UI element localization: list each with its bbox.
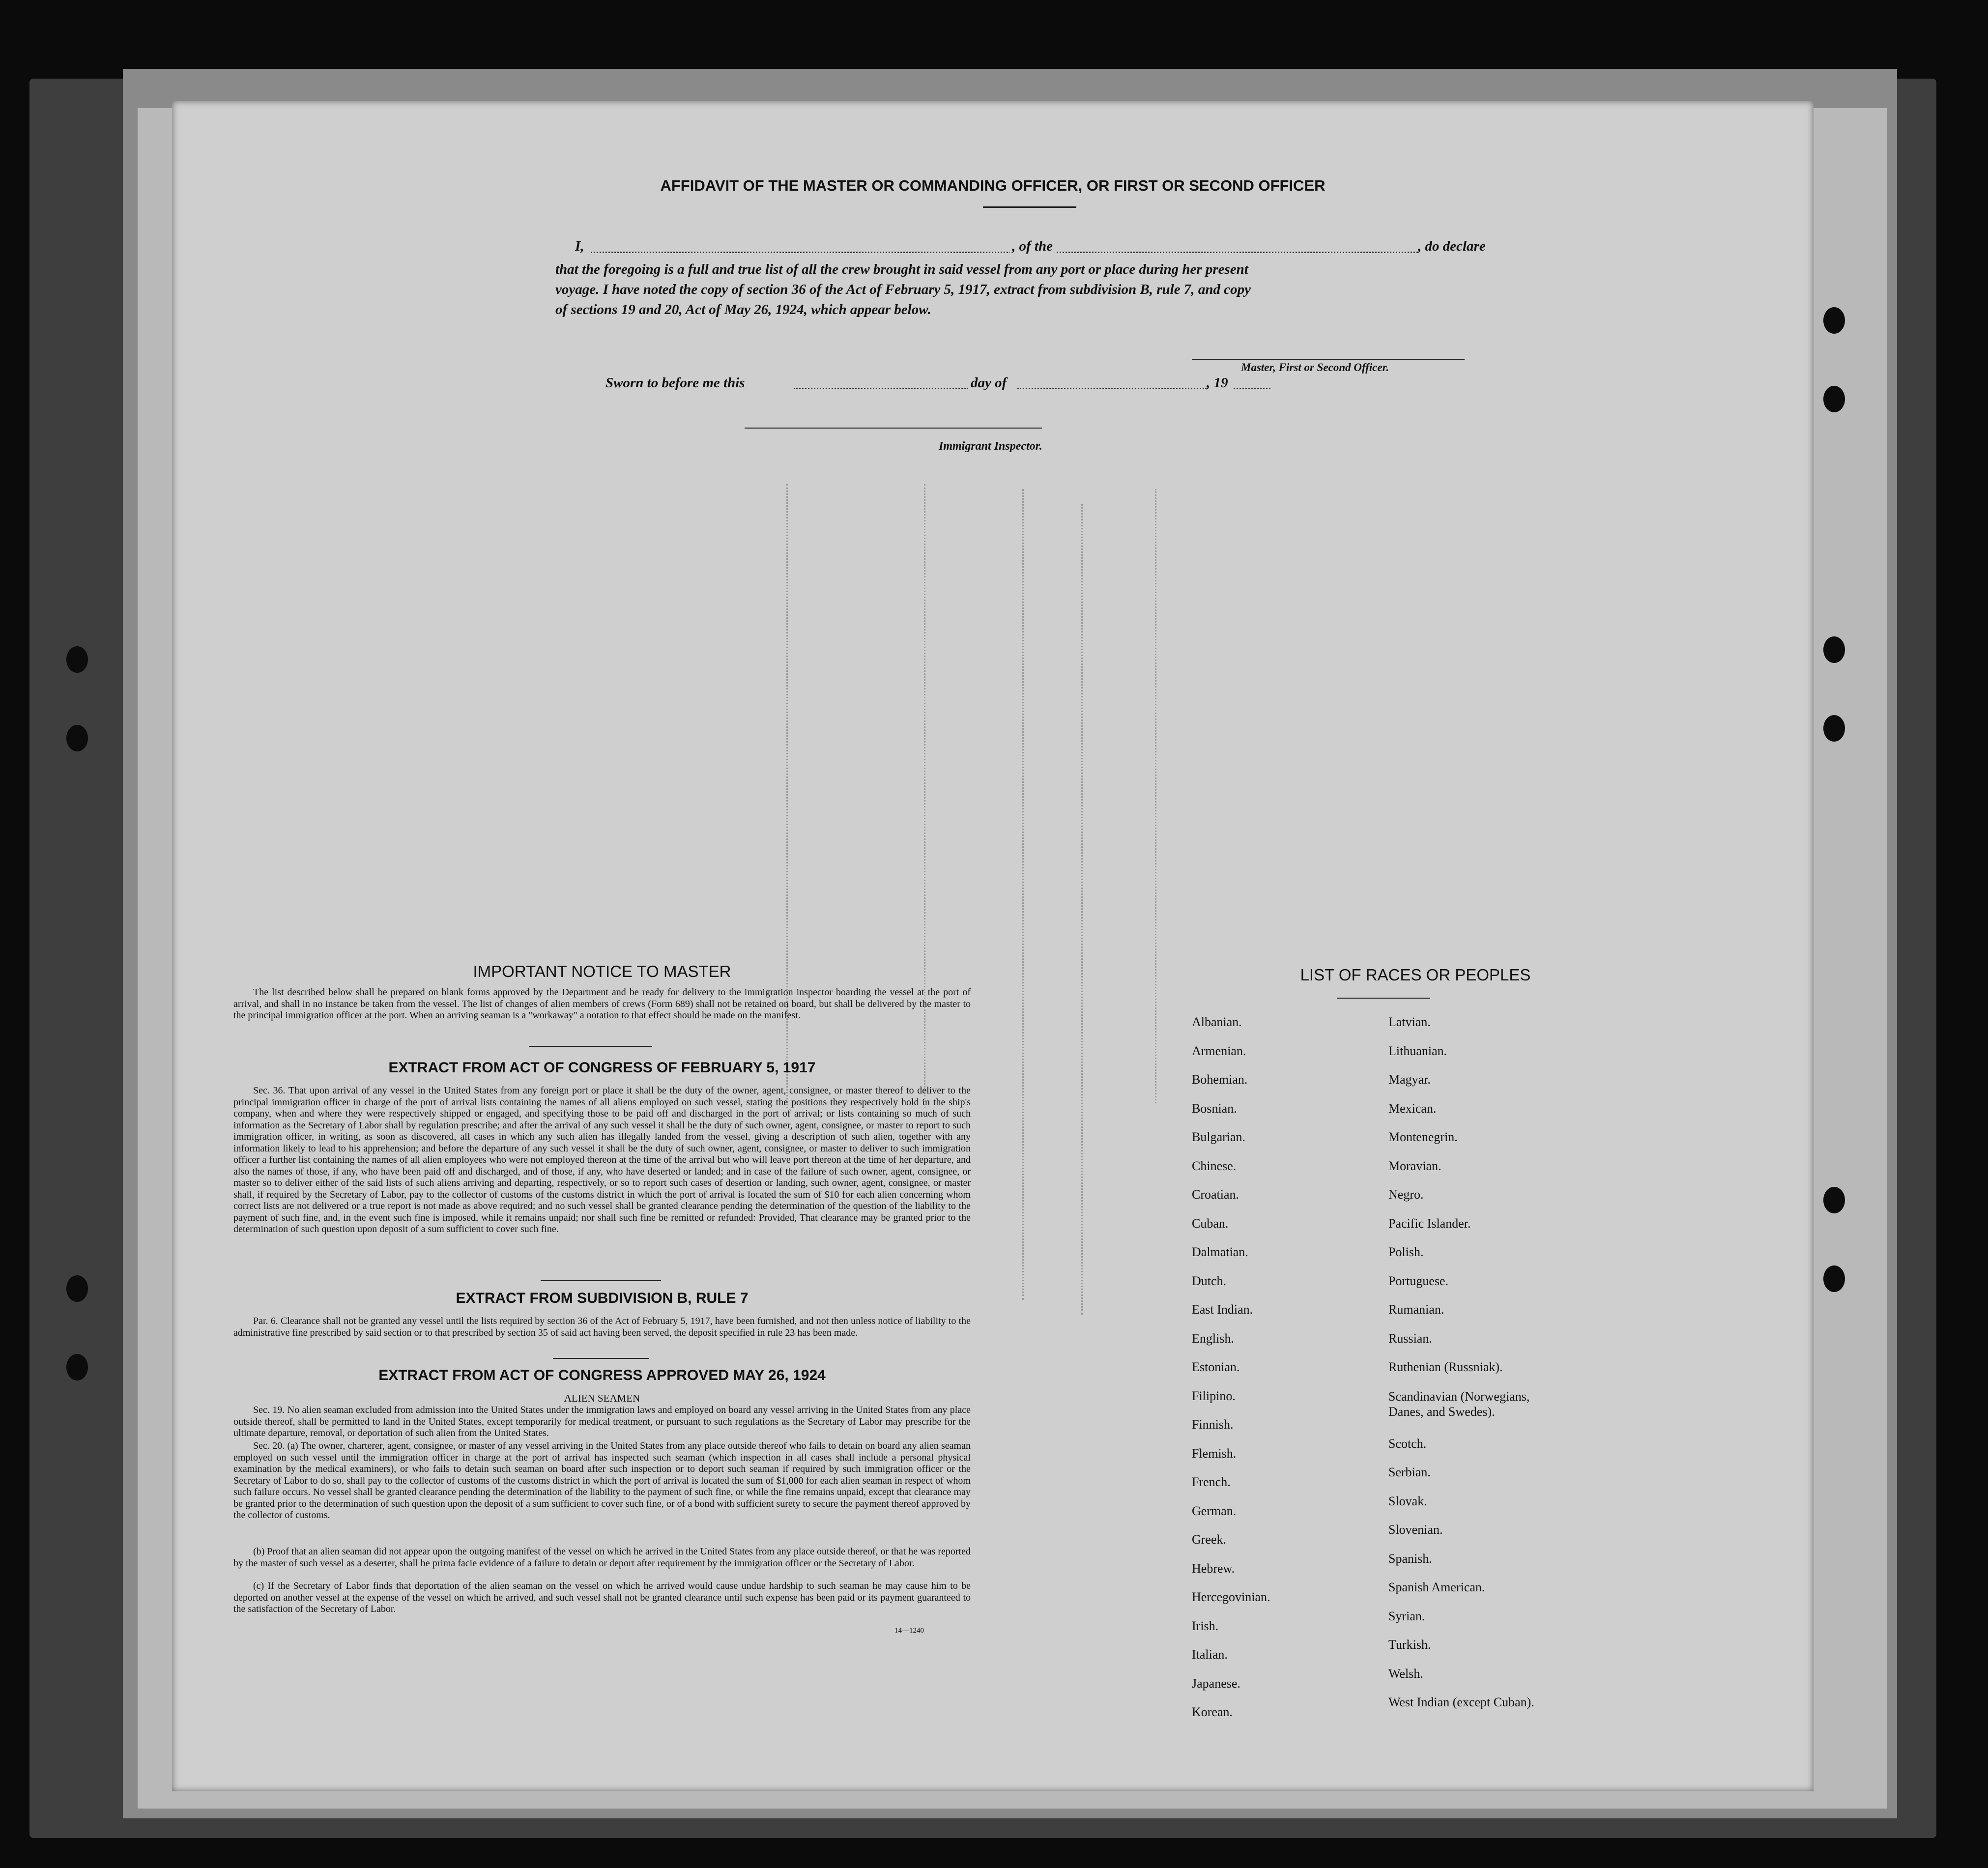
race-item: German. [1192,1503,1237,1518]
affidavit-i-label: I, [575,238,584,254]
affidavit-line-1: that the foregoing is a full and true list of all the crew brought in said vessel from any port or place during her present [555,261,1248,277]
race-item: Welsh. [1388,1666,1423,1681]
faint-column-line [1022,489,1024,1300]
race-item: Turkish. [1388,1638,1431,1652]
race-item: Spanish American. [1388,1580,1485,1594]
race-item: Mexican. [1388,1101,1437,1116]
faint-column-line [1081,504,1083,1315]
race-item: Japanese. [1192,1676,1240,1691]
race-item: Italian. [1192,1647,1228,1662]
rule7-title: EXTRACT FROM SUBDIVISION B, RULE 7 [456,1290,749,1306]
race-item: Syrian. [1388,1609,1425,1623]
race-item: Ruthenian (Russniak). [1388,1360,1503,1374]
notice-title: IMPORTANT NOTICE TO MASTER [473,962,731,980]
form-number: 14—1240 [894,1627,924,1635]
race-item: Dalmatian. [1192,1245,1248,1259]
races-title: LIST OF RACES OR PEOPLES [1300,966,1531,984]
race-item: English. [1192,1331,1234,1346]
left-punch-hole [66,646,88,673]
sec20a-text: Sec. 20. (a) The owner, charterer, agent, consignee, or master of any vessel arriving in the United States from any place outside thereof who fails to detain on board any alien seaman employed on such vessel until the immigration officer in charge at the port of arrival has inspected such seaman (which inspection in all cases shall include a personal physical examination by the medical examiners), or who fails to detain such seaman on board after such inspection or to deport such seaman if required by such immigration officer or the Secretary of Labor to do so, shall pay to the collector of customs of the customs district in which the port of arrival is located the sum of $1,000 for each alien seaman in respect of whom such failure occurs. No vessel shall be granted clearance pending the determination of the liability to the payment of such fine, or while the fine remains unpaid, except that clearance may be granted prior to the determination of such question upon the deposit of a sum sufficient to cover such fine, or of a bond with sufficient surety to secure the payment thereof approved by the collector of customs. [233,1440,971,1521]
affidavit-line-3: of sections 19 and 20, Act of May 26, 1924, which appear below. [555,302,931,317]
extract-1917-title: EXTRACT FROM ACT OF CONGRESS OF FEBRUARY 5, 1917 [388,1060,816,1076]
races-column-1 [1192,1015,1379,1734]
race-item: Armenian. [1192,1043,1246,1058]
left-punch-hole [66,725,88,751]
master-signature-line [1192,359,1465,360]
race-item: Hercegovinian. [1192,1590,1270,1604]
race-item: Montenegrin. [1388,1130,1458,1144]
race-item: Slovak. [1388,1494,1427,1508]
right-punch-hole [1823,1265,1845,1292]
race-item: Bulgarian. [1192,1130,1246,1144]
race-item: Hebrew. [1192,1561,1235,1576]
race-item: Rumanian. [1388,1302,1444,1317]
race-item: French. [1192,1475,1231,1489]
race-item: Cuban. [1192,1216,1229,1231]
race-item: Albanian. [1192,1015,1242,1029]
day-blank [794,388,968,389]
race-item: Portuguese. [1388,1273,1449,1288]
race-item: Bohemian. [1192,1072,1248,1087]
right-punch-hole [1823,1187,1845,1213]
sec20b-text: (b) Proof that an alien seaman did not appear upon the outgoing manifest of the vessel on which he arrived in the United States from any place outside thereof, or that he was reported by the master of such vessel as a deserter, shall be prima facie evidence of a failure to detain or deport after requirement by the immigration officer or the Secretary of Labor. [233,1546,971,1569]
right-punch-hole [1823,386,1845,412]
right-punch-hole [1823,636,1845,663]
race-item: Latvian. [1388,1015,1431,1029]
sec19-text: Sec. 19. No alien seaman excluded from admission into the United States under the immigration laws and employed on board any vessel arriving in the United States from any place outside thereof, shall be permitted to land in the United States, except temporarily for medical treatment, or pursuant to such regulations as the Secretary of Labor may prescribe for the ultimate departure, removal, or deportation of such alien from the United States. [233,1405,971,1438]
affidavit-title: AFFIDAVIT OF THE MASTER OR COMMANDING OFFICER, OR FIRST OR SECOND OFFICER [660,177,1325,194]
race-item: Greek. [1192,1532,1227,1547]
extract-1917-text: Sec. 36. That upon arrival of any vessel in the United States from any foreign port or place it shall be the duty of the owner, agent, consignee, or master thereof to deliver to the principal immigration officer in charge of the port of arrival lists containing the names of all aliens employed on such vessel, stating the positions they respectively hold in the ship's company, when and where they were respectively shipped or engaged, and specifying those to be paid off and discharged in the port of arrival; or lists containing so much of such information as the Secretary of Labor shall by regulation prescribe; and after the arrival of any such vessel it shall be the duty of such owner, agent, consignee, or master to report to such immigration officer, in writing, as soon as discovered, all cases in which any such alien has illegally landed from the vessel, giving a description of such alien, together with any information likely to lead to his apprehension; and before the departure of any such vessel it shall be the duty of such owner, agent, consignee, or master to deliver to such immigration officer a further list containing the names of all alien employees who were not employed thereon at the time of the arrival but who will leave port thereon at the time of her departure, and also the names of those, if any, who have been paid off and discharged, and of those, if any, who have deserted or landed; and in case of the failure of such owner, agent, consignee, or master so to deliver either of the said lists of such aliens arriving and departing, respectively, or so to report such cases of desertion or landing, such owner, agent, consignee, or master shall, if required by the Secretary of Labor, pay to the collector of customs of the customs district in which the port of arrival is located the sum of $10 for each alien concerning whom correct lists are not delivered or a true report is not made as above required; and no such vessel shall be granted clearance pending the determination of the question of the liability to the payment of such fine, and, in the event such fine is imposed, while it remains unpaid; nor shall such fine be remitted or refunded: Provided, That clearance may be granted prior to the determination of such question upon deposit of a sum sufficient to cover such fine. [233,1085,971,1235]
affidavit-line-2: voyage. I have noted the copy of section 36 of the Act of February 5, 1917, extract from subdivision B, rule 7, and copy [555,282,1251,297]
race-item: Scotch. [1388,1436,1427,1451]
sec20c-text: (c) If the Secretary of Labor finds that deportation of the alien seaman on the vessel on which he arrived would cause undue hardship to such seaman he may cause him to be deported on another vessel at the expense of the vessel on which he arrived, and such vessel shall not be granted clearance until such expense has been paid or its payment guaranteed to the satisfaction of the Secretary of Labor. [233,1581,971,1614]
title-divider [983,206,1076,208]
race-item: Estonian. [1192,1360,1240,1374]
of-the-label: , of the [1010,238,1055,255]
race-item: West Indian (except Cuban). [1388,1695,1534,1709]
race-item: Russian. [1388,1331,1432,1346]
day-of-label: day of [971,375,1007,391]
month-blank [1017,388,1207,389]
race-item: Spanish. [1388,1551,1432,1566]
race-item: Bosnian. [1192,1101,1237,1116]
races-column-2 [1388,1015,1595,1724]
right-punch-hole [1823,715,1845,742]
rule7-text: Par. 6. Clearance shall not be granted any vessel until the lists required by section 36 of the Act of February 5, 1917, have been furnished, and not then unless notice of liability to the administrative fine prescribed by said section or to that prescribed by section 35 of said act having been served, the deposit specified in rule 23 has been made. [233,1316,971,1338]
inspector-signature-line [745,428,1042,429]
race-item: Chinese. [1192,1158,1237,1173]
alien-seamen-subtitle: ALIEN SEAMEN [564,1392,640,1404]
notice-divider [529,1046,652,1047]
race-item: Slovenian. [1388,1523,1443,1537]
notice-text: The list described below shall be prepared on blank forms approved by the Department and be ready for delivery to the immigration inspector boarding the vessel at the port of arrival, and shall in no instance be taken from the vessel. The list of changes of alien members of crews (Form 689) shall not be retained on board, but shall be delivered by the master to the principal immigration officer at the port. When an arriving seaman is a "workaway" a notation to that effect should be made on the manifest. [233,987,971,1021]
race-item: Irish. [1192,1618,1219,1633]
race-item: Filipino. [1192,1388,1236,1403]
race-item: Finnish. [1192,1417,1234,1432]
year-label: , 19 [1207,375,1228,391]
race-item: Croatian. [1192,1187,1239,1202]
race-item: Magyar. [1388,1072,1431,1087]
race-item: Flemish. [1192,1446,1237,1461]
right-punch-hole [1823,307,1845,334]
declare-label: , do declare [1418,238,1486,254]
race-item: Scandinavian (Norwegians, Danes, and Swedes). [1388,1389,1530,1419]
race-item: Korean. [1192,1705,1233,1719]
race-item: Dutch. [1192,1273,1227,1288]
race-item: Pacific Islander. [1388,1216,1471,1231]
vessel-blank [1074,252,1418,253]
race-item: East Indian. [1192,1302,1253,1317]
year-blank [1234,388,1270,389]
rule7-divider [553,1358,649,1359]
left-punch-hole [66,1275,88,1302]
master-signature-caption: Master, First or Second Officer. [1241,361,1389,374]
extract-1917-divider [541,1280,661,1281]
race-item: Negro. [1388,1187,1424,1202]
sworn-label: Sworn to before me this [605,375,745,391]
races-divider [1337,998,1430,999]
faint-column-line [1155,489,1156,1103]
left-punch-hole [66,1354,88,1380]
inspector-signature-caption: Immigrant Inspector. [939,440,1042,453]
race-item: Moravian. [1388,1158,1441,1173]
race-item: Lithuanian. [1388,1043,1447,1058]
extract-1924-title: EXTRACT FROM ACT OF CONGRESS APPROVED MAY 26, 1924 [378,1367,826,1383]
race-item: Polish. [1388,1245,1424,1259]
manifest-page [172,101,1814,1791]
race-item: Serbian. [1388,1465,1431,1479]
